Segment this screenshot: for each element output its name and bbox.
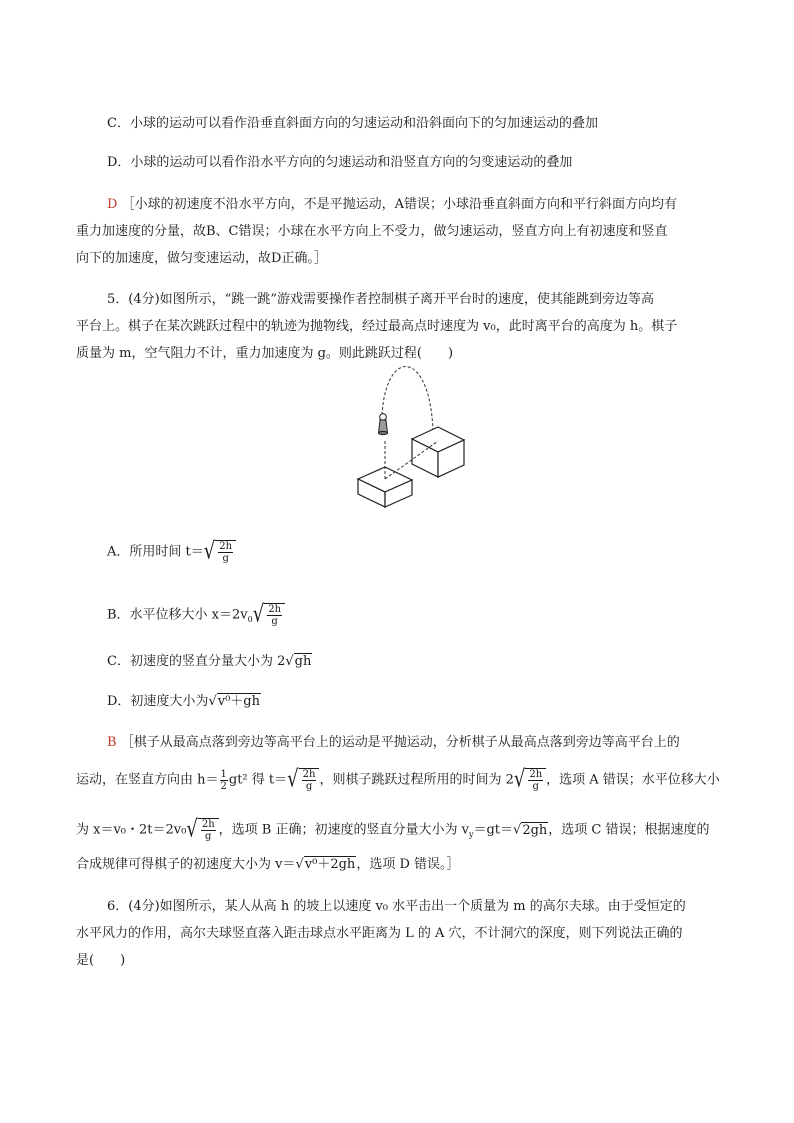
chess-piece xyxy=(379,414,388,435)
q5-exp4-a: 合成规律可得棋子的初速度大小为 v＝ xyxy=(76,857,296,872)
sqrt-v0sq-2gh: √v⁰＋2gh xyxy=(295,857,356,872)
sqrt-body: v⁰＋gh xyxy=(217,694,260,709)
q5-stem-line-2: 平台上。棋子在某次跳跃过程中的轨迹为抛物线，经过最高点时速度为 v₀，此时离平台的高度为 h。棋子 xyxy=(76,319,678,334)
frac-num: 1 xyxy=(220,768,227,780)
q5-answer-letter: B xyxy=(107,735,117,750)
q5-exp2-d: ，选项 A 错误；水平位移大小 xyxy=(546,772,720,788)
subscript-y: y xyxy=(468,830,474,840)
frac-den: g xyxy=(532,781,539,792)
frac-num: 2h xyxy=(201,819,215,830)
sqrt-2h-over-g: √ $\frac{2h}{g}$ xyxy=(514,768,546,792)
q5-exp3-d: ，选项 C 错误；根据速度的 xyxy=(548,822,710,838)
trajectory-arc xyxy=(382,367,433,431)
sqrt-body: v⁰＋2gh xyxy=(304,857,356,872)
q5-stem-line-3: 质量为 m，空气阻力不计，重力加速度为 g。则此跳跃过程( ) xyxy=(76,346,454,361)
sqrt-gh: √gh xyxy=(285,654,312,669)
q4-option-c: C．小球的运动可以看作沿垂直斜面方向的匀速运动和沿斜面向下的匀加速运动的叠加 xyxy=(107,116,598,131)
q5-option-a-text: A．所用时间 t＝ xyxy=(107,544,204,560)
q4-explanation-line-2: 重力加速度的分量，故B、C错误；小球在水平方向上不受力，做匀速运动，竖直方向上有初速度和竖直 xyxy=(76,224,668,239)
q5-exp4-b: ，选项 D 错误。］ xyxy=(356,857,460,872)
frac-den: g xyxy=(205,831,212,842)
right-platform xyxy=(412,427,464,477)
q6-stem-line-3: 是( ) xyxy=(76,953,126,968)
q5-option-c-text: C．初速度的竖直分量大小为 2 xyxy=(107,654,286,669)
sqrt-2h-over-g: √ $\frac{2h}{g}$ xyxy=(253,603,285,627)
q5-option-a xyxy=(107,537,236,565)
frac-num: 2h xyxy=(219,541,233,552)
q5-option-d-text: D．初速度大小为 xyxy=(107,694,209,709)
sqrt-2h-over-g: √ $\frac{2h}{g}$ xyxy=(287,768,319,792)
sqrt-body: gh xyxy=(294,654,312,669)
q4-option-d: D．小球的运动可以看作沿水平方向的匀速运动和沿竖直方向的匀变速运动的叠加 xyxy=(107,155,573,170)
q5-explanation-line-1 xyxy=(107,733,680,753)
q6-stem-line-1: 6．(4分)如图所示，某人从高 h 的坡上以速度 v₀ 水平击出一个质量为 m 的高尔夫球。由于受恒定的 xyxy=(107,899,686,914)
q5-option-c xyxy=(107,652,312,672)
frac-den: 2 xyxy=(220,780,227,792)
q4-explanation-line-3: 向下的加速度，做匀变速运动，故D正确。］ xyxy=(76,251,327,266)
sqrt-2gh: √2gh xyxy=(513,822,548,838)
q5-exp2-c: ，则棋子跳跃过程所用的时间为 2 xyxy=(319,772,514,788)
q5-explanation-line-3 xyxy=(76,815,710,845)
q5-exp3-a: 为 x＝v₀・2t＝2v₀ xyxy=(76,822,187,838)
subscript-0: 0 xyxy=(247,615,253,625)
frac-num: 2h xyxy=(268,604,282,615)
q5-exp3-b: ，选项 B 正确；初速度的竖直分量大小为 v xyxy=(218,822,469,838)
frac-den: g xyxy=(305,781,313,792)
q5-stem-line-1: 5．(4分)如图所示，“跳一跳”游戏需要操作者控制棋子离开平台时的速度，使其能跳到旁边等高 xyxy=(107,292,654,307)
sqrt-v0sq-gh: √v⁰＋gh xyxy=(208,694,260,709)
q5-exp2-b: gt² 得 t＝ xyxy=(228,772,288,788)
sqrt-body: 2gh xyxy=(522,822,548,838)
sqrt-2h-over-g: √ $\frac{2h}{g}$ xyxy=(186,818,218,842)
frac-half xyxy=(220,769,228,792)
q4-answer-letter: D xyxy=(107,197,118,212)
q5-exp2-a: 运动，在竖直方向由 h＝ xyxy=(76,772,219,788)
frac-den: g xyxy=(271,616,278,627)
frac-den: g xyxy=(222,553,229,564)
q6-stem-line-2: 水平风力的作用，高尔夫球竖直落入距击球点水平距离为 L 的 A 穴，不计洞穴的深度，则下列说法正确的 xyxy=(76,926,683,941)
q5-explanation-text-1: ［棋子从最高点落到旁边等高平台上的运动是平抛运动，分析棋子从最高点落到旁边等高平台上的 xyxy=(120,735,680,750)
q5-explanation-line-2 xyxy=(76,765,720,793)
frac-num: 2h xyxy=(302,769,316,780)
sqrt-2h-over-g: √ $\frac{2h}{g}$ xyxy=(204,540,236,564)
q5-option-b xyxy=(107,600,285,630)
q4-explanation-text-1: ［小球的初速度不沿水平方向，不是平抛运动，A错误；小球沿垂直斜面方向和平行斜面方向均有 xyxy=(121,197,677,212)
q4-explanation-line-1 xyxy=(107,195,677,215)
q5-explanation-line-4 xyxy=(76,855,460,875)
jump-game-figure xyxy=(350,357,470,509)
q5-exp3-c: ＝gt＝ xyxy=(473,822,514,838)
q5-option-b-text: B．水平位移大小 x＝2v xyxy=(107,607,248,623)
q5-option-d xyxy=(107,692,261,712)
frac-num: 2h xyxy=(529,769,543,780)
